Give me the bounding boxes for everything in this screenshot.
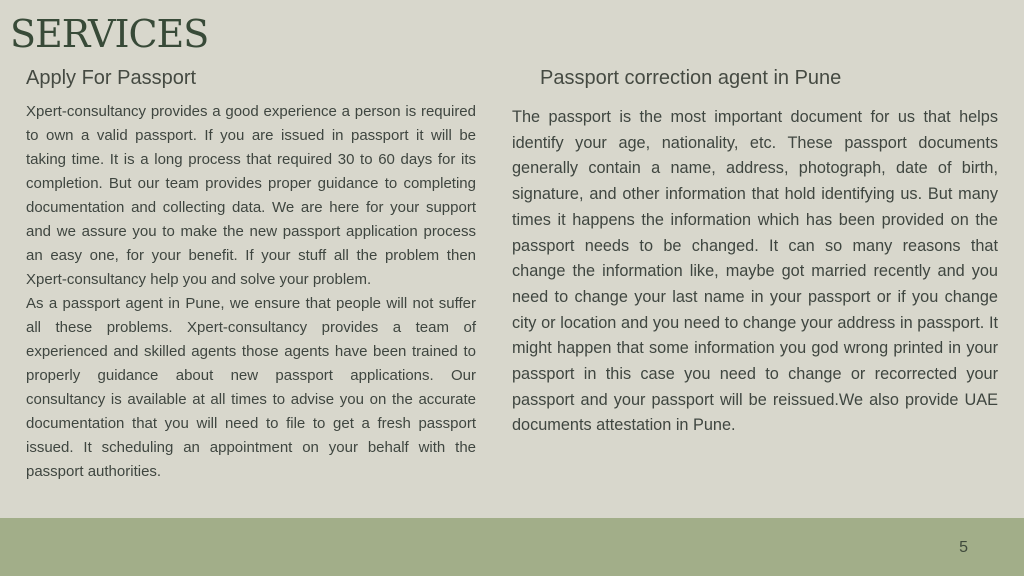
passport-correction-body — [512, 105, 998, 439]
passport-correction-heading: Passport correction agent in Pune — [540, 67, 842, 89]
footer-band — [0, 518, 1024, 576]
page-number: 5 — [959, 539, 968, 556]
apply-for-passport-heading: Apply For Passport — [26, 67, 197, 89]
apply-for-passport-paragraph-1: Xpert-consultancy provides a good experience a person is required to own a valid passport. If you are issued in passport it will be taking time. It is a long process that required 30 to 60 days for its completion. But our team provides proper guidance to completing documentation and collecting data. We are here for your support and we assure you to make the new passport application process an easy one, for your benefit. If your stuff all the problem then Xpert-consultancy help you and solve your problem. — [26, 103, 476, 288]
apply-for-passport-paragraph-2: As a passport agent in Pune, we ensure that people will not suffer all these problems. Xpert-consultancy provides a team of experienced and skilled agents those agents have been trained to properly guidance about new passport applications. Our consultancy is available at all times to advise you on the accurate documentation that you will need to file to get a fresh passport issued. It scheduling an appointment on your behalf with the passport authorities. — [26, 295, 476, 480]
passport-correction-paragraph-1: The passport is the most important document for us that helps identify your age, nationality, etc. These passport documents generally contain a name, address, photograph, date of birth, signature, and other information that hold identifying us. But many times it happens the information which has been provided on the passport needs to be changed. It can so many reasons that change the information like, maybe got married recently and you need to change your last name in your passport or if you change city or location and you need to change your address in passport. It might happen that some information you god wrong printed in your passport in this case you need to change or recorrected your passport and your passport will be reissued.We also provide UAE documents attestation in Pune. — [512, 108, 998, 435]
apply-for-passport-body — [26, 100, 476, 484]
slide-title: SERVICES — [10, 12, 209, 56]
